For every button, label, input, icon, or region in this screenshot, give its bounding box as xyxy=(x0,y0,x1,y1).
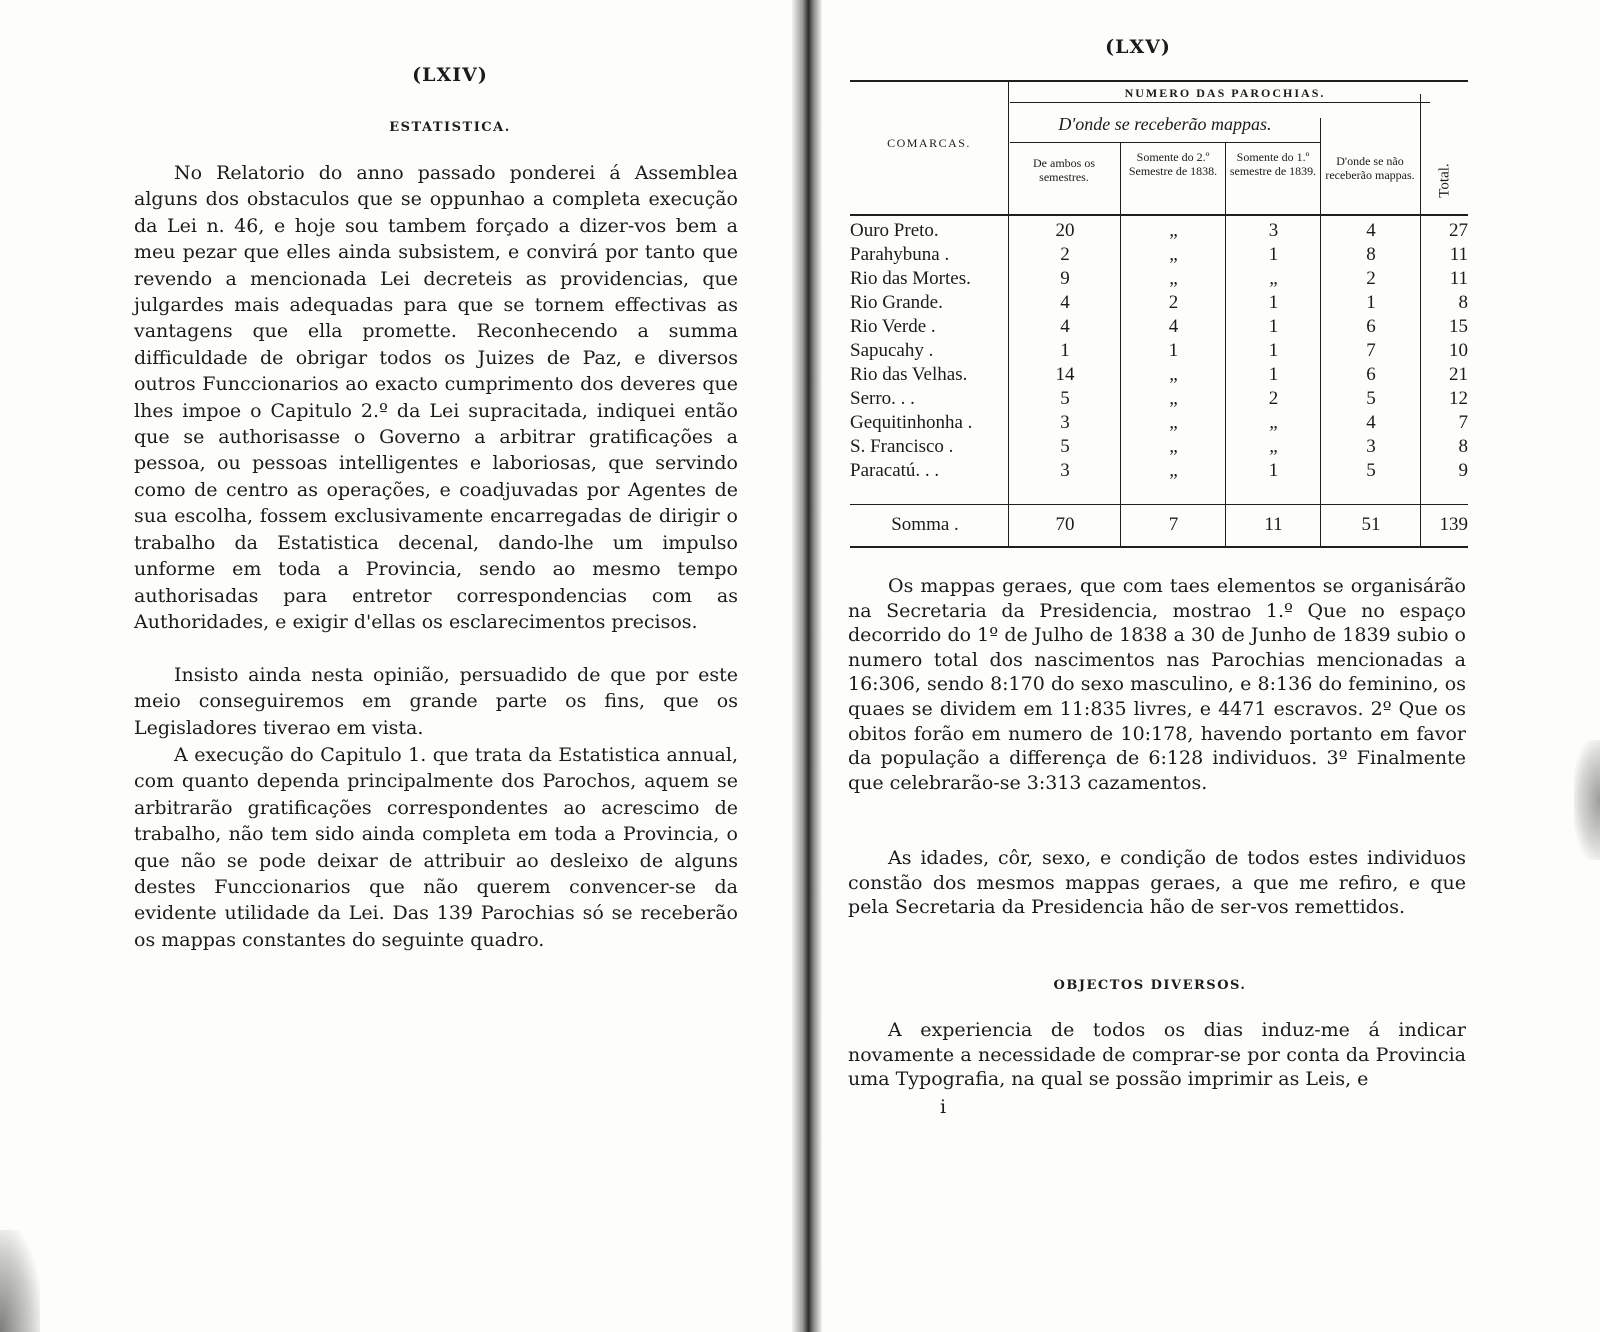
cell-segundo: „ xyxy=(1169,388,1178,409)
cell-primeiro: 1 xyxy=(1268,292,1279,313)
cell-total: 8 xyxy=(1458,292,1468,313)
cell-segundo: „ xyxy=(1169,436,1178,457)
cell-ambos: 3 xyxy=(1060,412,1070,433)
paragraph-idades: As idades, côr, sexo, e condição de todos estes individuos constão dos mesmos mappas geraes, a que me refiro, e que pela Secretaria da Presidencia hão de ser-vos remettidos. xyxy=(848,847,1466,919)
header-numero-parochias: NUMERO DAS PAROCHIAS. xyxy=(1124,86,1326,100)
page-number-right: (LXV) xyxy=(1105,36,1171,58)
book-gutter xyxy=(792,0,822,1332)
cell-primeiro: 1 xyxy=(1268,340,1279,361)
cell-total: 12 xyxy=(1449,388,1468,409)
cell-nao: 2 xyxy=(1366,268,1376,289)
cell-ambos: 2 xyxy=(1060,244,1070,265)
cell-comarca: Parahybuna . xyxy=(850,244,950,265)
cell-comarca: Paracatú. . . xyxy=(850,460,940,481)
page-edge-shadow xyxy=(0,1230,40,1332)
cell-total: 8 xyxy=(1458,436,1468,457)
cell-nao: 4 xyxy=(1366,412,1376,433)
cell-ambos: 5 xyxy=(1060,388,1070,409)
cell-segundo: 4 xyxy=(1168,316,1179,337)
cell-primeiro: „ xyxy=(1269,412,1278,433)
cell-somma-label: Somma . xyxy=(891,514,959,535)
cell-nao: 4 xyxy=(1366,220,1376,241)
cell-somma-primeiro: 11 xyxy=(1264,514,1283,535)
paragraph-estatistica-2: Insisto ainda nesta opinião, persuadido de que por este meio conseguiremos em grande parte os fins, que os Legisladores tiverao em vista. xyxy=(134,664,738,739)
header-nao-receberao: D'onde se não receberão mappas. xyxy=(1325,154,1415,182)
header-onde-receberao: D'onde se receberão mappas. xyxy=(1058,114,1272,134)
cell-nao: 5 xyxy=(1366,388,1376,409)
section-title-estatistica: ESTATISTICA. xyxy=(389,120,511,135)
cell-segundo: „ xyxy=(1169,244,1178,265)
cell-comarca: Rio das Velhas. xyxy=(850,364,968,385)
cell-primeiro: 1 xyxy=(1268,364,1279,385)
cell-segundo: „ xyxy=(1169,460,1178,481)
cell-comarca: Rio Grande. xyxy=(850,292,943,313)
cell-primeiro: „ xyxy=(1269,268,1278,289)
paragraph-estatistica-1: No Relatorio do anno passado ponderei á Assemblea alguns dos obstaculos que se oppunhao a completa execução da Lei n. 46, e hoje sou tambem forçado a dizer-vos bem a meu pezar que elles ainda subsistem, e convirá por tanto que revendo a mencionada Lei decreteis as providencias, que julgardes mais adequadas para que se tornem effectivas as vantagens que ella promette. Reconhecendo a summa difficuldade de obrigar todos os Juizes de Paz, e diversos outros Funccionarios ao exacto cumprimento dos deveres que lhes impoe o Capitulo 2.º da Lei supracitada, indiquei então que se authorisasse o Governo a arbitrar gratificações a pessoa, ou pessoas intelligentes e laboriosas, que servindo como de centro as operações, e coadjuvadas por Agentes de sua escolha, fossem exclusivamente encarregadas de dirigir o trabalho da Estatistica decenal, dando-lhe um impulso unforme em toda a Provincia, sendo ao mesmo tempo authorisadas para entretor correspondencias com as Authoridades, e exigir d'ellas os esclarecimentos precisos. xyxy=(134,162,738,633)
cell-ambos: 4 xyxy=(1060,316,1070,337)
cell-comarca: Gequitinhonha . xyxy=(850,412,973,433)
cell-somma-ambos: 70 xyxy=(1055,514,1075,535)
cell-total: 27 xyxy=(1449,220,1468,241)
cell-somma-segundo: 7 xyxy=(1168,514,1179,535)
header-ambos-semestres: De ambos os semestres. xyxy=(1033,156,1095,184)
header-total: Total. xyxy=(1436,163,1453,198)
cell-segundo: 1 xyxy=(1168,340,1179,361)
paragraph-mappas-geraes: Os mappas geraes, que com taes elementos se organisárão na Secretaria da Presidencia, mostrao 1.º Que no espaço decorrido do 1º de Julho de 1838 a 30 de Junho de 1839 subio o numero total dos nascimentos nas Parochias mencionadas a 16:306, sendo 8:170 do sexo masculino, e 8:136 do feminino, os quaes se dividem em 11:835 livres, e 4471 escravos. 2º Que os obitos forão em numero de 10:178, havendo portanto em favor da população a differença de 6:128 individuos. 3º Finalmente que celebrarão-se 3:313 cazamentos. xyxy=(848,575,1466,794)
cell-comarca: Sapucahy . xyxy=(850,340,934,361)
page-number-left: (LXIV) xyxy=(412,64,488,86)
header-primeiro-semestre: Somente do 1.º semestre de 1839. xyxy=(1229,150,1317,178)
cell-total: 9 xyxy=(1458,460,1468,481)
cell-ambos: 9 xyxy=(1060,268,1070,289)
cell-primeiro: 1 xyxy=(1268,460,1279,481)
cell-total: 7 xyxy=(1458,412,1468,433)
cell-ambos: 1 xyxy=(1060,340,1070,361)
signature-mark: i xyxy=(940,1096,947,1118)
cell-ambos: 4 xyxy=(1060,292,1070,313)
cell-nao: 5 xyxy=(1366,460,1376,481)
cell-comarca: S. Francisco . xyxy=(850,436,954,457)
cell-segundo: „ xyxy=(1169,268,1178,289)
cell-nao: 8 xyxy=(1366,244,1376,265)
cell-segundo: „ xyxy=(1169,364,1178,385)
cell-nao: 6 xyxy=(1366,316,1376,337)
cell-nao: 1 xyxy=(1366,292,1376,313)
cell-total: 10 xyxy=(1449,340,1468,361)
cell-primeiro: 3 xyxy=(1268,220,1279,241)
cell-primeiro: „ xyxy=(1269,436,1278,457)
cell-comarca: Rio Verde . xyxy=(850,316,936,337)
cell-ambos: 5 xyxy=(1060,436,1070,457)
cell-primeiro: 2 xyxy=(1268,388,1279,409)
cell-comarca: Ouro Preto. xyxy=(850,220,939,241)
cell-nao: 3 xyxy=(1366,436,1376,457)
cell-ambos: 20 xyxy=(1055,220,1075,241)
paragraph-typografia: A experiencia de todos os dias induz-me á indicar novamente a necessidade de comprar-se por conta da Provincia uma Typografia, na qual se possão imprimir as Leis, e xyxy=(848,1019,1466,1091)
cell-total: 21 xyxy=(1449,364,1468,385)
parochias-table xyxy=(850,80,1468,548)
cell-nao: 7 xyxy=(1366,340,1376,361)
page-edge-shadow xyxy=(1574,740,1600,860)
cell-nao: 6 xyxy=(1366,364,1376,385)
cell-segundo: „ xyxy=(1169,220,1178,241)
cell-comarca: Serro. . . xyxy=(850,388,915,409)
cell-total: 15 xyxy=(1449,316,1468,337)
cell-comarca: Rio das Mortes. xyxy=(850,268,971,289)
cell-segundo: „ xyxy=(1169,412,1178,433)
header-segundo-semestre: Somente do 2.º Semestre de 1838. xyxy=(1128,150,1218,178)
cell-segundo: 2 xyxy=(1168,292,1179,313)
cell-ambos: 14 xyxy=(1055,364,1075,385)
paragraph-estatistica-3: A execução do Capitulo 1. que trata da Estatistica annual, com quanto dependa principalmente dos Parochos, aquem se arbitrarão gratificações correspondentes ao acrescimo de trabalho, não tem sido ainda completa em toda a Provincia, o que não se pode deixar de attribuir ao desleixo de alguns destes Funccionarios que não querem convencer-se da evidente utilidade da Lei. Das 139 Parochias só se receberão os mappas constantes do seguinte quadro. xyxy=(134,744,738,951)
cell-primeiro: 1 xyxy=(1268,316,1279,337)
cell-primeiro: 1 xyxy=(1268,244,1279,265)
cell-somma-nao: 51 xyxy=(1361,514,1381,535)
header-comarcas: COMARCAS. xyxy=(887,136,971,150)
cell-total: 11 xyxy=(1449,268,1468,289)
section-title-objectos-diversos: OBJECTOS DIVERSOS. xyxy=(1053,978,1247,993)
cell-somma-total: 139 xyxy=(1439,514,1468,535)
cell-total: 11 xyxy=(1449,244,1468,265)
cell-ambos: 3 xyxy=(1060,460,1070,481)
